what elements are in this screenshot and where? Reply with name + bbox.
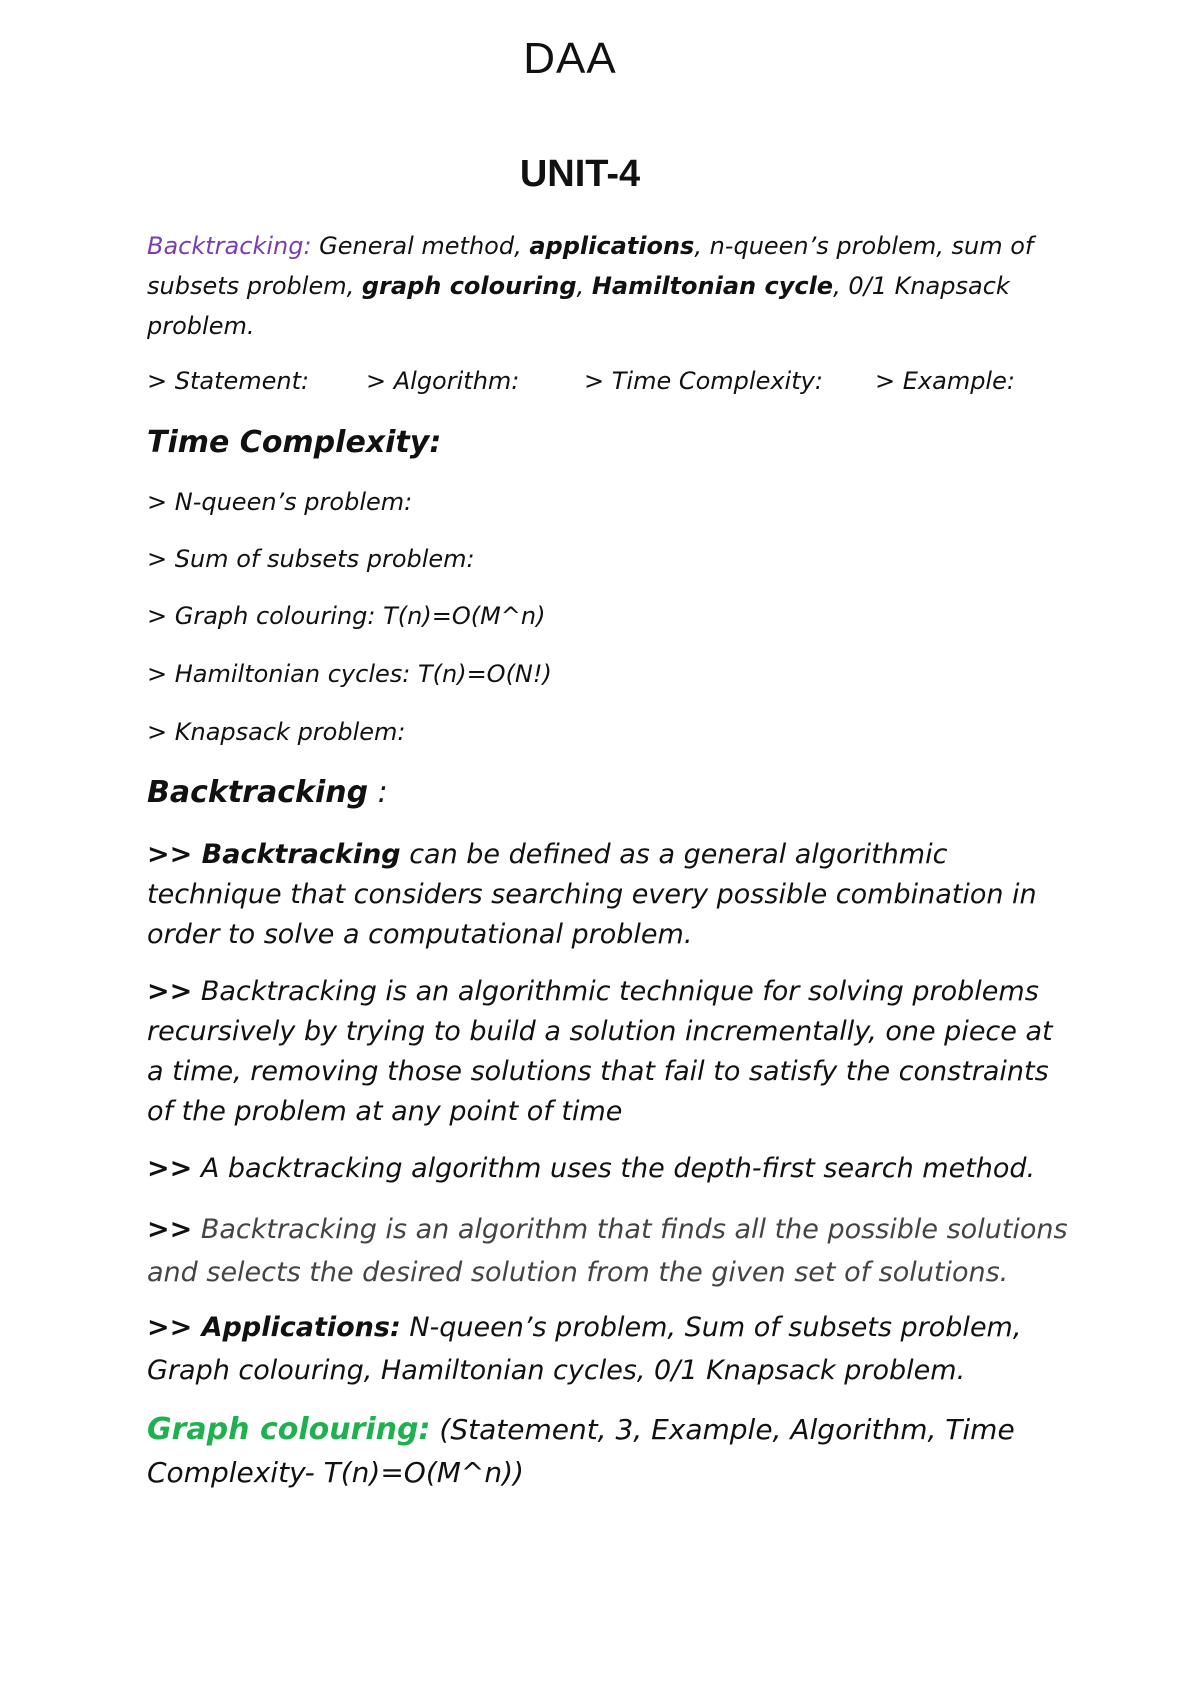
example-label: > Example: <box>875 367 1015 395</box>
syllabus-bold-graph-colouring: graph colouring <box>361 272 577 300</box>
syllabus-paragraph <box>147 226 1077 346</box>
algorithm-label: > Algorithm: <box>366 367 520 395</box>
tc-item-sum-subsets: > Sum of subsets problem: <box>147 545 475 573</box>
graph-colouring-heading: Graph colouring: <box>147 1412 431 1447</box>
tc-item-graph-colouring: > Graph colouring: T(n)=O(M^n) <box>147 602 546 630</box>
syllabus-text: , n-queen’s problem, sum of subsets problem, <box>147 232 1034 300</box>
bullet-marker: >> <box>147 1214 193 1245</box>
tc-item-hamiltonian: > Hamiltonian cycles: T(n)=O(N!) <box>147 660 552 688</box>
applications-label: Applications: <box>201 1312 401 1343</box>
syllabus-text: , <box>576 272 592 300</box>
tc-item-knapsack: > Knapsack problem: <box>147 718 406 746</box>
backtracking-heading-text: Backtracking <box>147 775 369 810</box>
paragraph-text: Backtracking is an algorithm that finds all the possible solutions and selects the desired solution from the given set of solutions. <box>147 1214 1068 1288</box>
time-complexity-label: > Time Complexity: <box>584 367 823 395</box>
paragraph-text: A backtracking algorithm uses the depth-first search method. <box>192 1153 1036 1184</box>
graph-colouring-paragraph <box>147 1408 1077 1494</box>
bullet-marker: >> <box>147 976 193 1007</box>
backtracking-definition-1 <box>147 835 1077 955</box>
bullet-marker: >> <box>147 1312 202 1343</box>
backtracking-definition-4 <box>147 1208 1077 1294</box>
backtracking-heading <box>147 775 388 810</box>
bullet-marker: >> <box>147 1153 193 1184</box>
headings-row <box>147 367 1077 401</box>
paragraph-text: Backtracking is an algorithmic technique for solving problems recursively by trying to build a solution incrementally, one piece at a time, removing those solutions that fail to satisfy the constraints of the problem at any point of time <box>147 976 1053 1127</box>
bullet-marker: >> <box>147 839 202 870</box>
paragraph-text: (Statement, 3, Example, Algorithm, Time Complexity- T(n)=O(M^n)) <box>147 1413 1015 1489</box>
unit-title: UNIT-4 <box>519 153 641 195</box>
time-complexity-heading: Time Complexity: <box>147 425 442 460</box>
tc-item-nqueen: > N-queen’s problem: <box>147 488 413 516</box>
syllabus-text: General method, <box>311 232 530 260</box>
syllabus-text: , 0/1 Knapsack problem. <box>147 272 1010 340</box>
syllabus-topic-label: Backtracking: <box>147 232 312 260</box>
statement-label: > Statement: <box>147 367 310 395</box>
paragraph-text: can be defined as a general algorithmic technique that considers searching every possible combination in order to solve a computational problem. <box>147 839 1037 950</box>
backtracking-definition-2 <box>147 972 1077 1132</box>
document-title: DAA <box>523 34 617 83</box>
applications-paragraph <box>147 1306 1077 1392</box>
backtracking-heading-colon: : <box>368 775 388 810</box>
syllabus-bold-hamiltonian: Hamiltonian cycle <box>591 272 834 300</box>
backtracking-term: Backtracking <box>201 839 401 870</box>
paragraph-text: N-queen’s problem, Sum of subsets problem, Graph colouring, Hamiltonian cycles, 0/1 Knapsack problem. <box>147 1312 1022 1386</box>
backtracking-definition-3 <box>147 1149 1077 1189</box>
syllabus-bold-applications: applications <box>529 232 695 260</box>
